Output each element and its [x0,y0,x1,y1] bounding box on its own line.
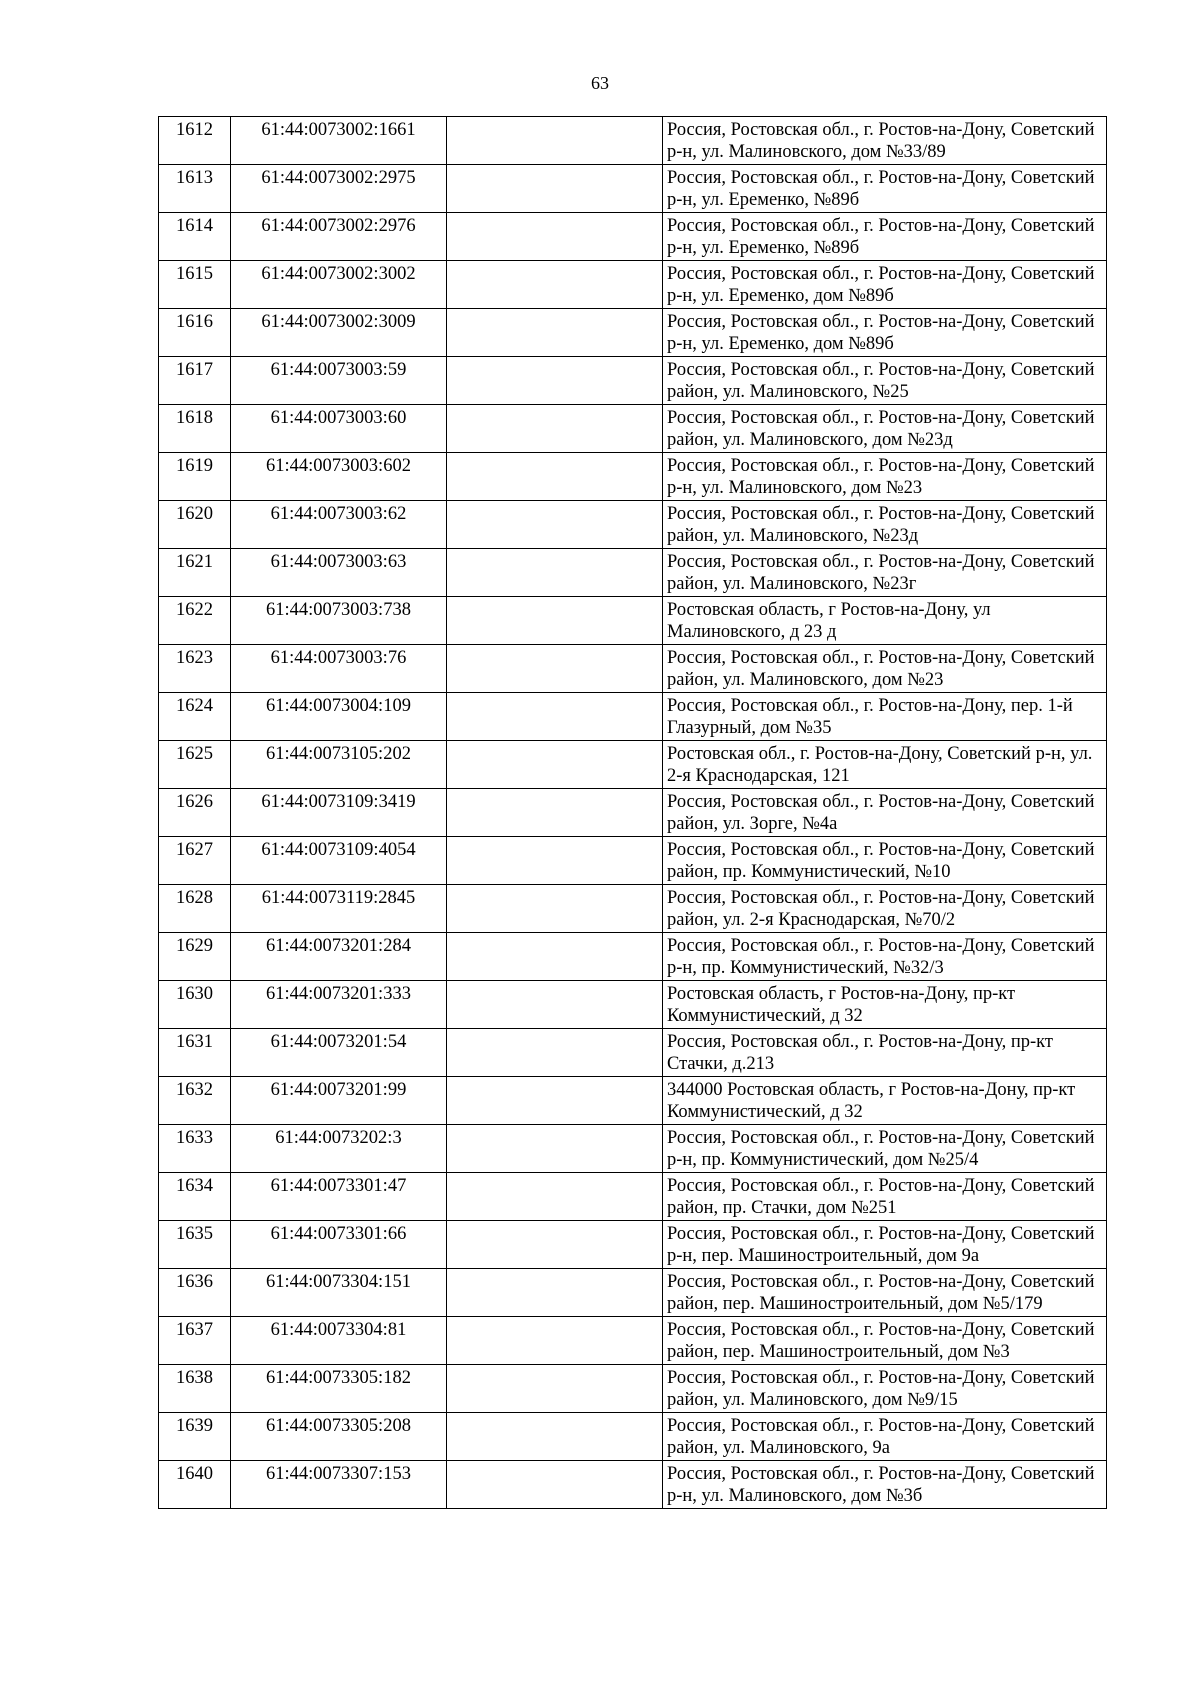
cadastral-number: 61:44:0073002:2975 [231,165,447,213]
empty-cell [447,1125,663,1173]
cadastral-number: 61:44:0073003:76 [231,645,447,693]
empty-cell [447,1269,663,1317]
empty-cell [447,645,663,693]
address: Россия, Ростовская обл., г. Ростов-на-Дону, Советский р-н, пер. Машиностроительный, дом 9а [663,1221,1107,1269]
table-row [159,1029,1107,1077]
empty-cell [447,981,663,1029]
table-row [159,933,1107,981]
address: Россия, Ростовская обл., г. Ростов-на-Дону, Советский р-н, ул. Малиновского, дом №33/89 [663,117,1107,165]
cadastral-number: 61:44:0073105:202 [231,741,447,789]
cadastral-number: 61:44:0073305:208 [231,1413,447,1461]
empty-cell [447,1221,663,1269]
cadastral-number: 61:44:0073003:602 [231,453,447,501]
empty-cell [447,1317,663,1365]
table-row [159,261,1107,309]
cadastral-number: 61:44:0073002:3009 [231,309,447,357]
empty-cell [447,1029,663,1077]
address: Россия, Ростовская обл., г. Ростов-на-Дону, Советский район, ул. Малиновского, №23г [663,549,1107,597]
address: Россия, Ростовская обл., г. Ростов-на-Дону, пр-кт Стачки, д.213 [663,1029,1107,1077]
table-row [159,1173,1107,1221]
table-row [159,1317,1107,1365]
cadastral-number: 61:44:0073119:2845 [231,885,447,933]
row-number: 1616 [159,309,231,357]
cadastral-number: 61:44:0073201:99 [231,1077,447,1125]
address: Россия, Ростовская обл., г. Ростов-на-Дону, Советский район, ул. Малиновского, дом №23 [663,645,1107,693]
table-row [159,1365,1107,1413]
table-row [159,885,1107,933]
table-row [159,1461,1107,1509]
table-row [159,1413,1107,1461]
row-number: 1631 [159,1029,231,1077]
row-number: 1637 [159,1317,231,1365]
cadastral-number: 61:44:0073003:60 [231,405,447,453]
address: Россия, Ростовская обл., г. Ростов-на-Дону, Советский район, ул. 2-я Краснодарская, №70/2 [663,885,1107,933]
cadastral-number: 61:44:0073002:1661 [231,117,447,165]
row-number: 1640 [159,1461,231,1509]
table-row [159,213,1107,261]
table-row [159,981,1107,1029]
row-number: 1613 [159,165,231,213]
table-row [159,1125,1107,1173]
empty-cell [447,357,663,405]
cadastral-number: 61:44:0073304:151 [231,1269,447,1317]
table-row [159,549,1107,597]
address: Россия, Ростовская обл., г. Ростов-на-Дону, Советский район, пер. Машиностроительный, дом №5/179 [663,1269,1107,1317]
cadastral-number: 61:44:0073002:3002 [231,261,447,309]
address: Россия, Ростовская обл., г. Ростов-на-Дону, Советский р-н, пр. Коммунистический, дом №25/4 [663,1125,1107,1173]
row-number: 1633 [159,1125,231,1173]
address: Россия, Ростовская обл., г. Ростов-на-Дону, Советский р-н, ул. Еременко, дом №89б [663,309,1107,357]
address: Россия, Ростовская обл., г. Ростов-на-Дону, Советский р-н, ул. Еременко, дом №89б [663,261,1107,309]
empty-cell [447,549,663,597]
empty-cell [447,789,663,837]
table-row [159,405,1107,453]
address: Россия, Ростовская обл., г. Ростов-на-Дону, Советский район, ул. Малиновского, дом №9/15 [663,1365,1107,1413]
row-number: 1621 [159,549,231,597]
table-row [159,309,1107,357]
address: Россия, Ростовская обл., г. Ростов-на-Дону, Советский район, ул. Малиновского, №25 [663,357,1107,405]
table-row [159,693,1107,741]
cadastral-number: 61:44:0073305:182 [231,1365,447,1413]
row-number: 1638 [159,1365,231,1413]
cadastral-number: 61:44:0073202:3 [231,1125,447,1173]
row-number: 1634 [159,1173,231,1221]
cadastral-number: 61:44:0073201:54 [231,1029,447,1077]
row-number: 1615 [159,261,231,309]
cadastral-number: 61:44:0073003:62 [231,501,447,549]
cadastral-number: 61:44:0073002:2976 [231,213,447,261]
row-number: 1623 [159,645,231,693]
table-row [159,645,1107,693]
empty-cell [447,501,663,549]
row-number: 1635 [159,1221,231,1269]
cadastral-number: 61:44:0073301:47 [231,1173,447,1221]
row-number: 1619 [159,453,231,501]
empty-cell [447,405,663,453]
table-row [159,1221,1107,1269]
cadastral-number: 61:44:0073003:63 [231,549,447,597]
table-row [159,1269,1107,1317]
row-number: 1639 [159,1413,231,1461]
table-row [159,117,1107,165]
empty-cell [447,261,663,309]
empty-cell [447,1461,663,1509]
cadastral-number: 61:44:0073109:3419 [231,789,447,837]
empty-cell [447,1365,663,1413]
table-row [159,165,1107,213]
page-number: 63 [591,73,609,93]
registry-table-body [159,117,1107,1509]
row-number: 1629 [159,933,231,981]
cadastral-number: 61:44:0073003:738 [231,597,447,645]
cadastral-number: 61:44:0073109:4054 [231,837,447,885]
empty-cell [447,1173,663,1221]
empty-cell [447,693,663,741]
row-number: 1626 [159,789,231,837]
address: Ростовская область, г Ростов-на-Дону, ул Малиновского, д 23 д [663,597,1107,645]
address: Россия, Ростовская обл., г. Ростов-на-Дону, Советский р-н, ул. Малиновского, дом №23 [663,453,1107,501]
table-row [159,789,1107,837]
empty-cell [447,597,663,645]
row-number: 1625 [159,741,231,789]
address: Ростовская область, г Ростов-на-Дону, пр-кт Коммунистический, д 32 [663,981,1107,1029]
row-number: 1620 [159,501,231,549]
row-number: 1614 [159,213,231,261]
address: Россия, Ростовская обл., г. Ростов-на-Дону, пер. 1-й Глазурный, дом №35 [663,693,1107,741]
table-row [159,837,1107,885]
table-row [159,501,1107,549]
address: Россия, Ростовская обл., г. Ростов-на-Дону, Советский р-н, ул. Еременко, №89б [663,165,1107,213]
row-number: 1636 [159,1269,231,1317]
row-number: 1630 [159,981,231,1029]
empty-cell [447,933,663,981]
address: Россия, Ростовская обл., г. Ростов-на-Дону, Советский р-н, пр. Коммунистический, №32/3 [663,933,1107,981]
row-number: 1612 [159,117,231,165]
empty-cell [447,1077,663,1125]
address: Россия, Ростовская обл., г. Ростов-на-Дону, Советский район, пр. Коммунистический, №10 [663,837,1107,885]
empty-cell [447,117,663,165]
address: Россия, Ростовская обл., г. Ростов-на-Дону, Советский район, пер. Машиностроительный, дом №3 [663,1317,1107,1365]
address: Россия, Ростовская обл., г. Ростов-на-Дону, Советский район, ул. Малиновского, №23д [663,501,1107,549]
cadastral-number: 61:44:0073004:109 [231,693,447,741]
address: Россия, Ростовская обл., г. Ростов-на-Дону, Советский район, ул. Зорге, №4а [663,789,1107,837]
registry-table [158,116,1107,1509]
row-number: 1632 [159,1077,231,1125]
cadastral-number: 61:44:0073301:66 [231,1221,447,1269]
empty-cell [447,213,663,261]
cadastral-number: 61:44:0073307:153 [231,1461,447,1509]
empty-cell [447,165,663,213]
address: Россия, Ростовская обл., г. Ростов-на-Дону, Советский район, ул. Малиновского, дом №23д [663,405,1107,453]
row-number: 1628 [159,885,231,933]
address: 344000 Ростовская область, г Ростов-на-Дону, пр-кт Коммунистический, д 32 [663,1077,1107,1125]
table-row [159,1077,1107,1125]
table-row [159,741,1107,789]
cadastral-number: 61:44:0073003:59 [231,357,447,405]
address: Россия, Ростовская обл., г. Ростов-на-Дону, Советский р-н, ул. Малиновского, дом №3б [663,1461,1107,1509]
row-number: 1617 [159,357,231,405]
cadastral-number: 61:44:0073304:81 [231,1317,447,1365]
row-number: 1624 [159,693,231,741]
address: Россия, Ростовская обл., г. Ростов-на-Дону, Советский район, пр. Стачки, дом №251 [663,1173,1107,1221]
address: Ростовская обл., г. Ростов-на-Дону, Советский р-н, ул. 2-я Краснодарская, 121 [663,741,1107,789]
table-row [159,453,1107,501]
empty-cell [447,1413,663,1461]
empty-cell [447,741,663,789]
empty-cell [447,453,663,501]
empty-cell [447,309,663,357]
cadastral-number: 61:44:0073201:284 [231,933,447,981]
row-number: 1622 [159,597,231,645]
table-row [159,357,1107,405]
row-number: 1618 [159,405,231,453]
empty-cell [447,885,663,933]
address: Россия, Ростовская обл., г. Ростов-на-Дону, Советский р-н, ул. Еременко, №89б [663,213,1107,261]
row-number: 1627 [159,837,231,885]
table-row [159,597,1107,645]
cadastral-number: 61:44:0073201:333 [231,981,447,1029]
empty-cell [447,837,663,885]
address: Россия, Ростовская обл., г. Ростов-на-Дону, Советский район, ул. Малиновского, 9а [663,1413,1107,1461]
